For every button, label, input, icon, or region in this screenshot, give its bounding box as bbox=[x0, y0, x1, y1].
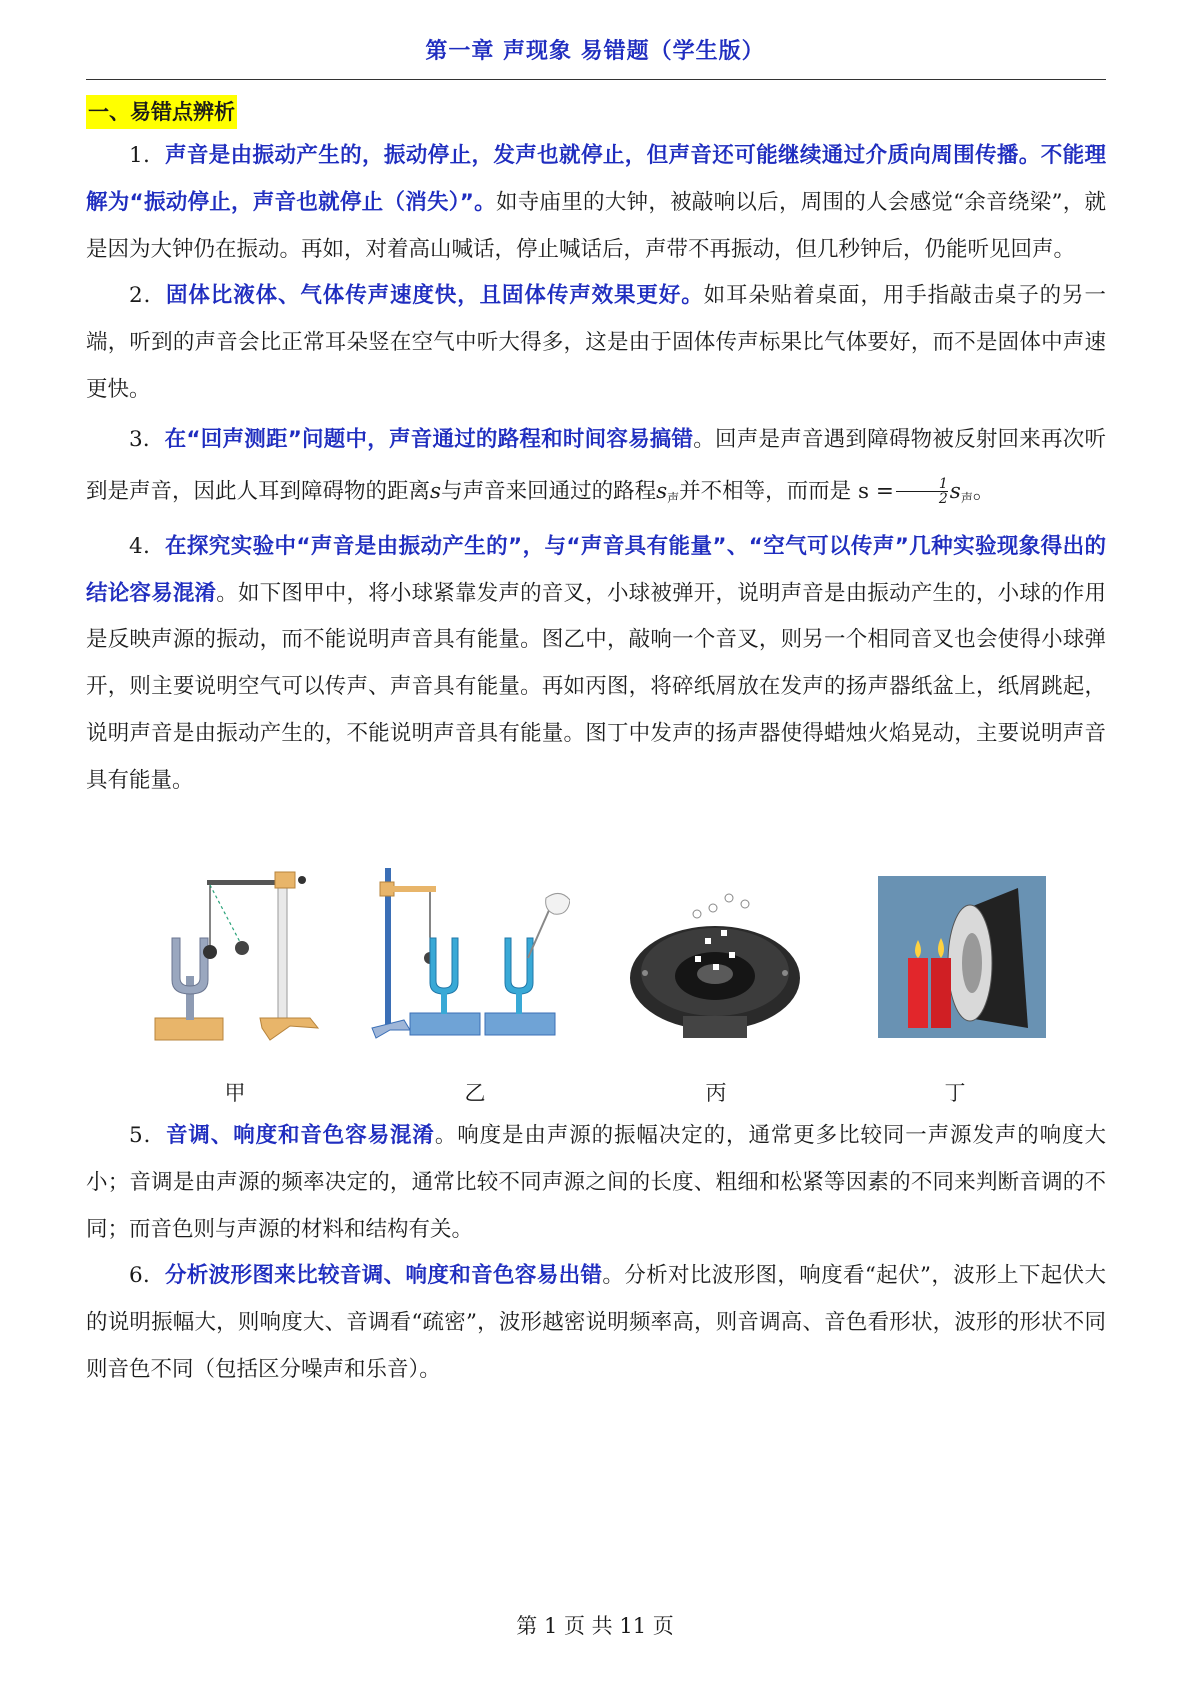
emphasis-text: 在“回声测距”问题中，声音通过的路程和时间容易搞错 bbox=[164, 426, 694, 452]
paragraph-number: 2． bbox=[129, 283, 166, 309]
paragraph-6 bbox=[86, 1253, 1106, 1393]
page-footer: 第 1 页 共 11 页 bbox=[516, 1614, 674, 1638]
text-block-lower bbox=[86, 1113, 1106, 1394]
paragraph-3 bbox=[86, 414, 1106, 524]
paragraph-2 bbox=[86, 273, 1106, 413]
figure-label-ding: 丁 bbox=[944, 1081, 966, 1105]
variable-s: s bbox=[430, 478, 442, 504]
paragraph-number: 1． bbox=[129, 143, 165, 168]
paragraph-5 bbox=[86, 1113, 1106, 1253]
body-text: 。分析对比波形图，响度看“起伏”，波形上下起伏大的说明振幅大，则响度大、音调看“疏密”，波形越密说明频率高，则音调高、音色看形状，波形的形状不同则音色不同（包括区分噪声和乐音）。 bbox=[86, 1263, 1106, 1382]
body-text: 如耳朵贴着桌面，用手指敲击桌子的另一端，听到的声音会比正常耳朵竖在空气中听大得多，这是由于固体传声标果比气体要好，而不是固体中声速更快。 bbox=[86, 283, 1106, 402]
fraction bbox=[896, 477, 948, 506]
body-text: 。 bbox=[972, 478, 995, 504]
figure-label-jia: 甲 bbox=[224, 1081, 246, 1105]
paragraph-1 bbox=[86, 133, 1106, 273]
body-text: 。如下图甲中，将小球紧靠发声的音叉，小球被弹开，说明声音是由振动产生的，小球的作用是反映声源的振动，而不能说明声音具有能量。图乙中，敲响一个音叉，则另一个相同音叉也会使得小球弹开，则主要说明空气可以传声、声音具有能量。再如丙图，将碎纸屑放在发声的扬声器纸盆上，纸屑跳起，说明声音是由振动产生的，不能说明声音具有能量。图丁中发声的扬声器使得蜡烛火焰晃动，主要说明声音具有能量。 bbox=[86, 580, 1106, 793]
figure-bing-speaker-paper-bits bbox=[625, 868, 805, 1048]
paragraph-number: 5． bbox=[129, 1123, 166, 1148]
subscript: 声 bbox=[960, 490, 973, 505]
figure-label-yi: 乙 bbox=[464, 1081, 486, 1105]
figure-ding-candles-speaker bbox=[868, 868, 1048, 1048]
experiment-figures bbox=[150, 868, 1050, 1048]
fraction-denominator: 2 bbox=[896, 491, 948, 506]
figure-yi-two-tuning-forks bbox=[370, 868, 570, 1048]
body-text: 。响度是由声源的振幅决定的，通常更多比较同一声源发声的响度大小；音调是由声源的频率决定的，通常比较不同声源之间的长度、粗细和松紧等因素的不同来判断音调的不同；而音色则与声源的材料和结构有关。 bbox=[86, 1123, 1106, 1242]
body-text: 如寺庙里的大钟，被敲响以后，周围的人会感觉“余音绕梁”，就是因为大钟仍在振动。再如，对着高山喊话，停止喊话后，声带不再振动，但几秒钟后，仍能听见回声。 bbox=[86, 189, 1106, 262]
fraction-numerator: 1 bbox=[938, 476, 948, 493]
variable-s-sound: s bbox=[656, 478, 668, 504]
body-text: 与声音来回通过的路程 bbox=[441, 478, 657, 504]
text-block-upper bbox=[86, 133, 1106, 805]
body-text: 并不相等，而而是 s = bbox=[679, 478, 894, 504]
paragraph-number: 6． bbox=[129, 1263, 165, 1289]
header-divider bbox=[86, 79, 1106, 80]
section-heading: 一、易错点辨析 bbox=[86, 95, 237, 129]
paragraph-number: 4． bbox=[129, 533, 165, 559]
variable-s-sound: s bbox=[949, 478, 961, 504]
emphasis-text: 声音是由振动产生的，振动停止，发声也就停止，但声音还可能继续通过介质向周围传播。不能理解为“振动停止，声音也就停止（消失）”。 bbox=[86, 143, 1106, 215]
emphasis-text: 在探究实验中“声音是由振动产生的”，与“声音具有能量”、“空气可以传声”几种实验现象得出的结论容易混淆 bbox=[86, 533, 1106, 606]
body-text: 。回声是声音遇到障碍物被反射回来再次听到是声音，因此人耳到障碍物的距离 bbox=[86, 426, 1106, 504]
figure-label-bing: 丙 bbox=[705, 1081, 727, 1105]
page-title: 第一章 声现象 易错题（学生版） bbox=[425, 39, 765, 64]
emphasis-text: 固体比液体、气体传声速度快，且固体传声效果更好。 bbox=[165, 283, 704, 309]
figure-jia-tuning-fork-pendulum bbox=[150, 868, 330, 1048]
subscript: 声 bbox=[667, 490, 680, 505]
paragraph-4 bbox=[86, 524, 1106, 805]
paragraph-number: 3． bbox=[129, 426, 165, 452]
emphasis-text: 音调、响度和音色容易混淆 bbox=[165, 1123, 435, 1148]
emphasis-text: 分析波形图来比较音调、响度和音色容易出错 bbox=[164, 1263, 603, 1289]
